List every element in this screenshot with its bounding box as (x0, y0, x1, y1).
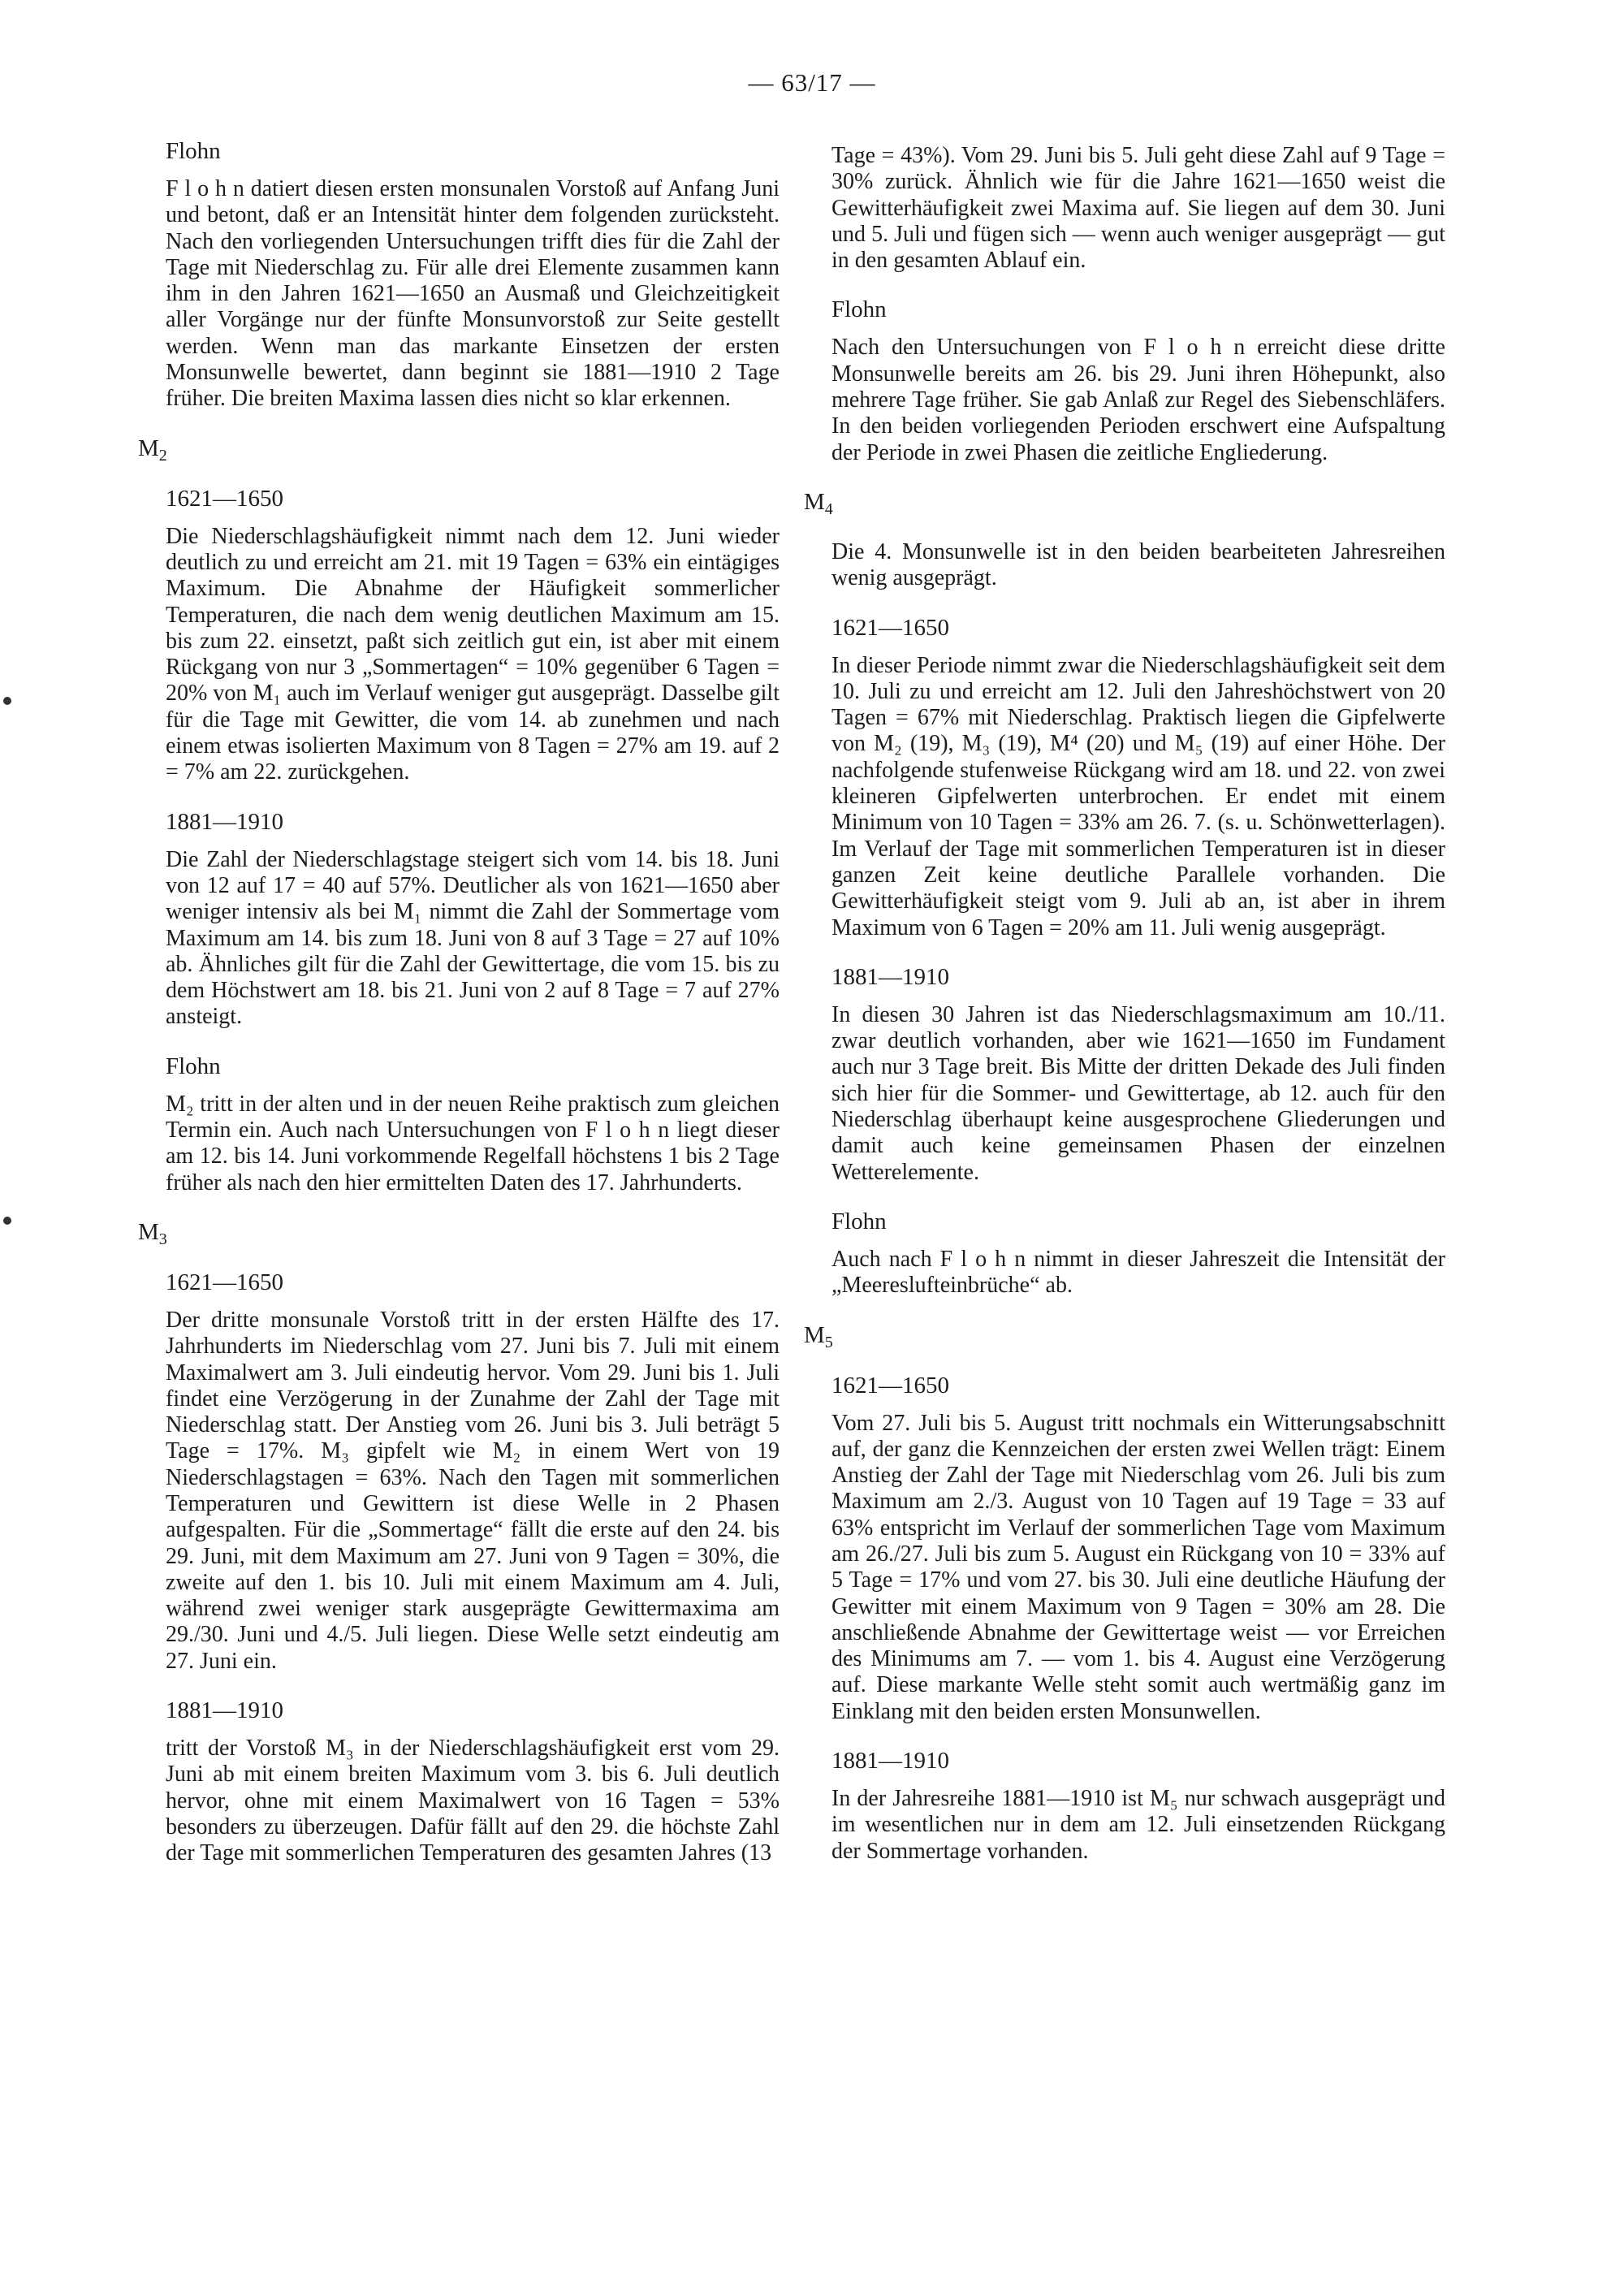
paragraph: F l o h n datiert diesen ersten monsunalen Vorstoß auf Anfang Juni und betont, daß er an Intensität hinter dem folgenden zurücksteht. Nach den vorliegenden Untersuchungen trifft dies für die Zahl der Tage mit Niederschlag zu. Für alle drei Elemente zusammen kann ihm in den Jahren 1621—1650 an Ausmaß und Gleichzeitigkeit aller Vorgänge nur der fünfte Monsunvorstoß zur Seite gestellt werden. Wenn man das markante Einsetzen der ersten Monsunwelle bewertet, dann beginnt sie 1881—1910 2 Tage früher. Die breiten Maxima lassen dies nicht so klar erkennen. (166, 176, 780, 412)
left-column (138, 138, 780, 1890)
wave-letter: M (804, 488, 825, 515)
paragraph: tritt der Vorstoß M₃ in der Niederschlagshäufigkeit erst vom 29. Juni ab mit einem breiten Maximum vom 3. bis 6. Juli deutlich hervor, ohne mit einem Maximalwert von 16 Tagen = 53% besonders zu überzeugen. Dafür fällt auf den 29. die höchste Zahl der Tage mit sommerlichen Temperaturen des gesamten Jahres (13 (166, 1736, 780, 1866)
paragraph: Der dritte monsunale Vorstoß tritt in der ersten Hälfte des 17. Jahrhunderts im Niederschlag vom 27. Juni bis 7. Juli mit einem Maximalwert am 3. Juli eindeutig hervor. Vom 29. Juni bis 1. Juli findet eine Verzögerung in der Zunahme der Zahl der Tage mit Niederschlag statt. Der Anstieg vom 26. Juni bis 3. Juli beträgt 5 Tage = 17%. M₃ gipfelt wie M₂ in einem Wert von 19 Niederschlagstagen = 63%. Nach den Tagen mit sommerlichen Temperaturen und Gewittern ist diese Welle in 2 Phasen aufgespalten. Für die „Sommertage“ fällt die erste auf den 24. bis 29. Juni, mit dem Maximum am 27. Juni von 9 Tagen = 30%, die zweite auf den 1. bis 10. Juli mit einem Maximum am 4. Juli, während zwei weniger stark ausgeprägte Gewittermaxima am 29./30. Juni und 4./5. Juli liegen. Diese Welle setzt eindeutig am 27. Juni ein. (166, 1307, 780, 1674)
paragraph: In diesen 30 Jahren ist das Niederschlagsmaximum am 10./11. zwar deutlich vorhanden, aber wie 1621—1650 im Fundament auch nur 3 Tage breit. Bis Mitte der dritten Dekade des Juli finden sich hier für die Sommer- und Gewittertage, ab 12. auch für den Niederschlag überhaupt keine ausgesprochene Gliederungen und damit auch keine gemeinsamen Phasen der einzelnen Wetterelemente. (831, 1001, 1445, 1185)
paragraph: Vom 27. Juli bis 5. August tritt nochmals ein Witterungsabschnitt auf, der ganz die Kennzeichen der ersten zwei Wellen trägt: Einem Anstieg der Zahl der Tage mit Niederschlag vom 26. Juli bis zum Maximum am 2./3. August von 10 Tagen auf 19 Tage = 33 auf 63% entspricht im Verlauf der sommerlichen Tage vom Maximum am 26./27. Juli bis zum 5. August ein Rückgang von 10 = 33% auf 5 Tage = 17% und vom 27. bis 30. Juli eine deutliche Häufung der Gewitter mit einem Maximum von 9 Tagen = 30% am 28. Die anschließende Abnahme der Gewittertage weist — vor Erreichen des Minimums am 7. — vom 1. bis 4. August eine Verzögerung auf. Diese markante Welle steht somit auch wertmäßig ganz im Einklang mit den beiden ersten Monsunwellen. (831, 1410, 1445, 1724)
section-heading: Flohn (831, 1208, 887, 1234)
wave-label (804, 1322, 1445, 1356)
section-heading: 1621—1650 (166, 1269, 283, 1295)
section-heading: Flohn (166, 1053, 221, 1079)
margin-mark (3, 1217, 11, 1225)
paragraph: Die Niederschlagshäufigkeit nimmt nach dem 12. Juni wieder deutlich zu und erreicht am 21. mit 19 Tagen = 63% ein eintägiges Maximum. Die Abnahme der Häufigkeit sommerlicher Temperaturen, die nach dem wenig deutlichen Maximum am 15. bis zum 22. einsetzt, paßt sich zeitlich gut ein, ist aber mit einem Rückgang von nur 3 „Sommertagen“ = 10% gegenüber 6 Tagen = 20% von M₁ auch im Verlauf weniger gut ausgeprägt. Dasselbe gilt für die Tage mit Gewitter, die vom 14. ab zunehmen und nach einem etwas isolierten Maximum von 8 Tagen = 27% am 19. auf 2 = 7% am 22. zurückgehen. (166, 523, 780, 785)
wave-index: 4 (824, 499, 833, 518)
wave-index: 3 (158, 1230, 167, 1248)
section-heading: 1881—1910 (166, 808, 283, 835)
wave-letter: M (138, 1218, 159, 1245)
section-heading: 1621—1650 (831, 614, 949, 641)
page-number: — 63/17 — (748, 68, 876, 97)
section-heading: 1881—1910 (831, 1748, 949, 1775)
right-column (804, 143, 1445, 1887)
wave-index: 2 (158, 446, 167, 465)
wave-label (138, 435, 780, 469)
paragraph: Die 4. Monsunwelle ist in den beiden bearbeiteten Jahresreihen wenig ausgeprägt. (831, 538, 1445, 591)
paragraph: In dieser Periode nimmt zwar die Niederschlagshäufigkeit seit dem 10. Juli zu und erreicht am 12. Juli den Jahreshöchstwert von 20 Tagen = 67% mit Niederschlag. Praktisch liegen die Gipfelwerte von M₂ (19), M₃ (19), M⁴ (20) und M₅ (19) auf einer Höhe. Der nachfolgende stufenweise Rückgang wird am 18. und 22. von zwei kleineren Gipfelwerten unterbrochen. Er endet mit einem Minimum von 10 Tagen = 33% am 26. 7. (s. u. Schönwetterlagen). Im Verlauf der Tage mit sommerlichen Temperaturen ist in dieser ganzen Zeit keine deutliche Parallele vorhanden. Die Gewitterhäufigkeit steigt vom 9. Juli ab an, ist aber in ihrem Maximum von 6 Tagen = 20% am 11. Juli wenig ausgeprägt. (831, 652, 1445, 940)
paragraph: Nach den Untersuchungen von F l o h n erreicht diese dritte Monsunwelle bereits am 26. bis 29. Juni ihren Höhepunkt, also mehrere Tage früher. Sie gab Anlaß zur Regel des Siebenschläfers. In den beiden vorliegenden Perioden erschwert eine Aufspaltung der Periode in zwei Phasen die zeitliche Engliederung. (831, 335, 1445, 465)
paragraph: Tage = 43%). Vom 29. Juni bis 5. Juli geht diese Zahl auf 9 Tage = 30% zurück. Ähnlich wie für die Jahre 1621—1650 weist die Gewitterhäufigkeit zwei Maxima auf. Sie liegen auf dem 30. Juni und 5. Juli und fügen sich — wenn auch weniger ausgeprägt — gut in den gesamten Ablauf ein. (831, 143, 1445, 274)
wave-label (804, 489, 1445, 523)
section-heading: 1621—1650 (166, 485, 283, 512)
wave-letter: M (138, 434, 159, 461)
section-heading: Flohn (166, 138, 221, 164)
wave-letter: M (804, 1321, 825, 1348)
paragraph: In der Jahresreihe 1881—1910 ist M₅ nur schwach ausgeprägt und im wesentlichen nur in dem am 12. Juli einsetzenden Rückgang der Sommertage vorhanden. (831, 1786, 1445, 1864)
section-heading: 1881—1910 (831, 963, 949, 990)
paragraph: M₂ tritt in der alten und in der neuen Reihe praktisch zum gleichen Termin ein. Auch nach Untersuchungen von F l o h n liegt dieser am 12. bis 14. Juni vorkommende Regelfall höchstens 1 bis 2 Tage früher als nach den hier ermittelten Daten des 17. Jahrhunderts. (166, 1091, 780, 1195)
section-heading: 1621—1650 (831, 1372, 949, 1399)
wave-label (138, 1219, 780, 1253)
paragraph: Auch nach F l o h n nimmt in dieser Jahreszeit die Intensität der „Meereslufteinbrüche“ ab. (831, 1246, 1445, 1299)
paragraph: Die Zahl der Niederschlagstage steigert sich vom 14. bis 18. Juni von 12 auf 17 = 40 auf 57%. Deutlicher als von 1621—1650 aber weniger intensiv als bei M₁ nimmt die Zahl der Sommertage vom Maximum am 14. bis zum 18. Juni von 8 auf 3 Tage = 27 auf 10% ab. Ähnliches gilt für die Zahl der Gewittertage, die vom 15. bis zu dem Höchstwert am 18. bis 21. Juni von 2 auf 8 Tage = 7 auf 27% ansteigt. (166, 846, 780, 1030)
section-heading: Flohn (831, 296, 887, 323)
section-heading: 1881—1910 (166, 1697, 283, 1724)
margin-mark (3, 697, 11, 705)
wave-index: 5 (824, 1333, 833, 1351)
